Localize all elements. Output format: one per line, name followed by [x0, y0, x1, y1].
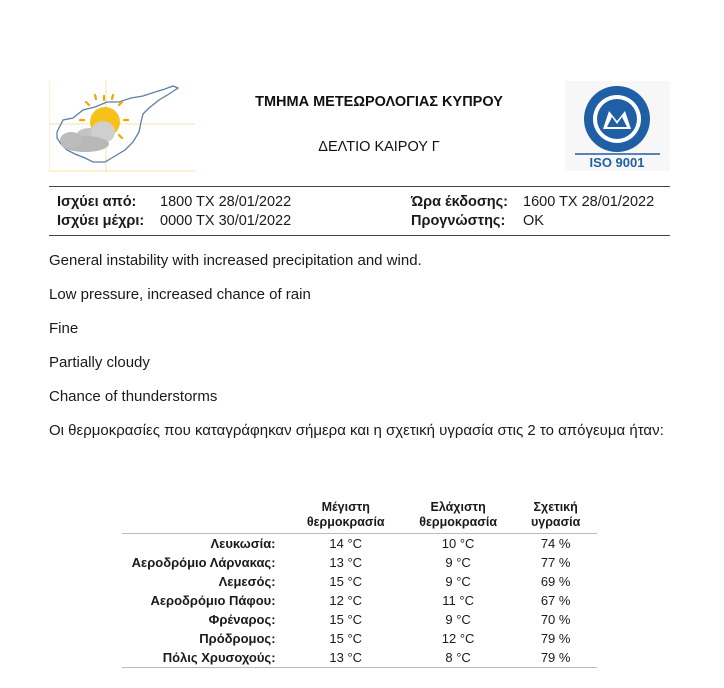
forecast-fine: Fine [49, 320, 79, 337]
humidity: 77 % [540, 555, 571, 570]
forecast-general: General instability with increased precipitation and wind. [49, 252, 422, 269]
min-temp: 9 °C [445, 612, 471, 627]
humidity: 79 % [514, 648, 597, 668]
temperature-table [122, 498, 597, 668]
min-temp: 9 °C [445, 574, 471, 589]
min-temp-header: Ελάχιστη θερμοκρασία [402, 498, 514, 534]
humidity: 74 % [540, 536, 571, 551]
temperatures-intro: Οι θερμοκρασίες που καταγράφηκαν σήμερα και η σχετική υγρασία στις 2 το απόγευμα ήταν: [49, 422, 664, 439]
humidity: 79 % [540, 631, 571, 646]
max-temp: 14 °C [329, 536, 363, 551]
issued-label: Ώρα έκδοσης: [411, 194, 509, 210]
max-temp: 13 °C [329, 555, 363, 570]
station-name: Φρέναρος: [208, 612, 276, 627]
max-temp: 15 °C [329, 574, 363, 589]
station-header [122, 498, 290, 534]
forecast-cloudy: Partially cloudy [49, 354, 150, 371]
table-row [122, 591, 597, 610]
min-temp: 10 °C [441, 536, 475, 551]
min-temp: 9 °C [445, 555, 471, 570]
iso-certification-logo [565, 81, 670, 171]
max-temp: 12 °C [329, 593, 363, 608]
forecast-pressure: Low pressure, increased chance of rain [49, 286, 311, 303]
forecaster-label: Προγνώστης: [411, 213, 506, 229]
organization-title: ΤΜΗΜΑ ΜΕΤΕΩΡΟΛΟΓΙΑΣ ΚΥΠΡΟΥ [255, 94, 503, 110]
table-row [122, 553, 597, 572]
weather-map-logo [49, 80, 195, 172]
forecaster-value: OK [523, 213, 544, 229]
bulletin-title: ΔΕΛΤΙΟ ΚΑΙΡΟΥ Γ [318, 139, 440, 155]
humidity: 69 % [540, 574, 571, 589]
min-temp: 8 °C [402, 648, 514, 668]
station-name: Λευκωσία: [210, 536, 276, 551]
table-row [122, 629, 597, 648]
valid-from-value: 1800 ΤΧ 28/01/2022 [160, 194, 292, 210]
station-name: Αεροδρόμιο Λάρνακας: [131, 555, 276, 570]
station-name: Λεμεσός: [218, 574, 276, 589]
valid-from-label: Ισχύει από: [57, 194, 137, 210]
iso-badge-text: ISO 9001 [589, 155, 645, 170]
max-temp: 15 °C [329, 631, 363, 646]
table-row [122, 648, 597, 668]
forecast-thunder: Chance of thunderstorms [49, 388, 218, 405]
max-temp-header: Μέγιστη θερμοκρασία [290, 498, 402, 534]
max-temp: 13 °C [290, 648, 402, 668]
station-name: Πρόδρομος: [199, 631, 276, 646]
humidity: 70 % [540, 612, 571, 627]
table-row [122, 610, 597, 629]
bulletin-meta [49, 186, 670, 236]
valid-until-label: Ισχύει μέχρι: [57, 213, 145, 229]
page-header [49, 80, 670, 172]
station-name: Πόλις Χρυσοχούς: [122, 648, 290, 668]
humidity: 67 % [540, 593, 571, 608]
valid-until-value: 0000 ΤΧ 30/01/2022 [160, 213, 292, 229]
table-row [122, 572, 597, 591]
table-row [122, 534, 597, 554]
humidity-header: Σχετική υγρασία [514, 498, 597, 534]
table-header-row [122, 498, 597, 534]
max-temp: 15 °C [329, 612, 363, 627]
min-temp: 12 °C [441, 631, 475, 646]
min-temp: 11 °C [442, 593, 474, 608]
station-name: Αεροδρόμιο Πάφου: [150, 593, 276, 608]
issued-value: 1600 ΤΧ 28/01/2022 [523, 194, 655, 210]
